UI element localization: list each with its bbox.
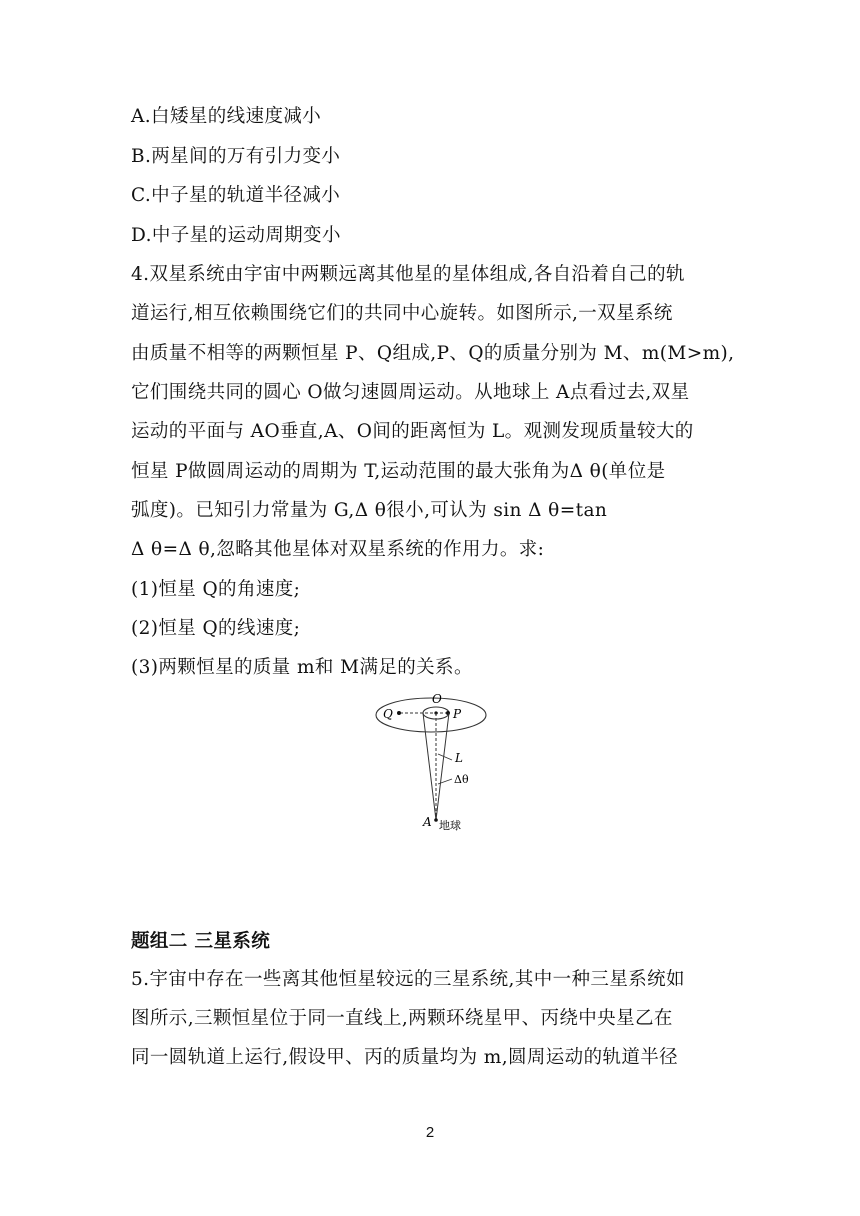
section-heading: 题组二 三星系统	[131, 931, 271, 952]
sub-question-1: (1)恒星 Q的角速度;	[131, 579, 301, 600]
question-4-line-2: 道运行,相互依赖围绕它们的共同中心旋转。如图所示,一双星系统	[131, 303, 673, 324]
question-5-line-1: 5.宇宙中存在一些离其他恒星较远的三星系统,其中一种三星系统如	[131, 969, 685, 990]
label-earth: 地球	[439, 819, 461, 832]
question-4-line-8: Δ θ=Δ θ,忽略其他星体对双星系统的作用力。求:	[131, 539, 545, 560]
label-q: Q	[383, 707, 393, 721]
label-delta-theta: Δθ	[454, 773, 469, 786]
question-4-line-3: 由质量不相等的两颗恒星 P、Q组成,P、Q的质量分别为 M、m(M>m),	[131, 343, 735, 364]
star-p-dot	[446, 711, 450, 715]
star-q-dot	[397, 711, 401, 715]
question-5-line-2: 图所示,三颗恒星位于同一直线上,两颗环绕星甲、丙绕中央星乙在	[131, 1008, 673, 1029]
question-4-line-4: 它们围绕共同的圆心 O做匀速圆周运动。从地球上 A点看过去,双星	[131, 382, 690, 403]
cone-left-line	[423, 713, 436, 820]
option-b: B.两星间的万有引力变小	[131, 146, 341, 167]
question-4-line-1: 4.双星系统由宇宙中两颗远离其他星的星体组成,各自沿着自己的轨	[131, 264, 685, 285]
label-p: P	[453, 707, 462, 721]
question-4-line-7: 弧度)。已知引力常量为 G,Δ θ很小,可认为 sin Δ θ=tan	[131, 500, 608, 521]
sub-question-2: (2)恒星 Q的线速度;	[131, 618, 301, 639]
label-dtheta-leader	[438, 779, 452, 784]
label-l-leader	[438, 754, 452, 760]
label-o: O	[432, 692, 442, 706]
question-5-line-3: 同一圆轨道上运行,假设甲、丙的质量均为 m,圆周运动的轨道半径	[131, 1047, 679, 1068]
option-c: C.中子星的轨道半径减小	[131, 185, 341, 206]
label-a: A	[423, 815, 432, 829]
option-d: D.中子星的运动周期变小	[131, 225, 341, 246]
question-4-line-6: 恒星 P做圆周运动的周期为 T,运动范围的最大张角为Δ θ(单位是	[131, 461, 666, 482]
point-a-dot	[434, 818, 438, 822]
binary-star-diagram	[372, 692, 502, 842]
sub-question-3: (3)两颗恒星的质量 m和 M满足的关系。	[131, 657, 473, 678]
option-a: A.白矮星的线速度减小	[131, 106, 322, 127]
question-4-line-5: 运动的平面与 AO垂直,A、O间的距离恒为 L。观测发现质量较大的	[131, 421, 694, 442]
page-number: 2	[425, 1124, 435, 1141]
cone-right-line	[436, 713, 449, 820]
label-l: L	[455, 751, 463, 765]
